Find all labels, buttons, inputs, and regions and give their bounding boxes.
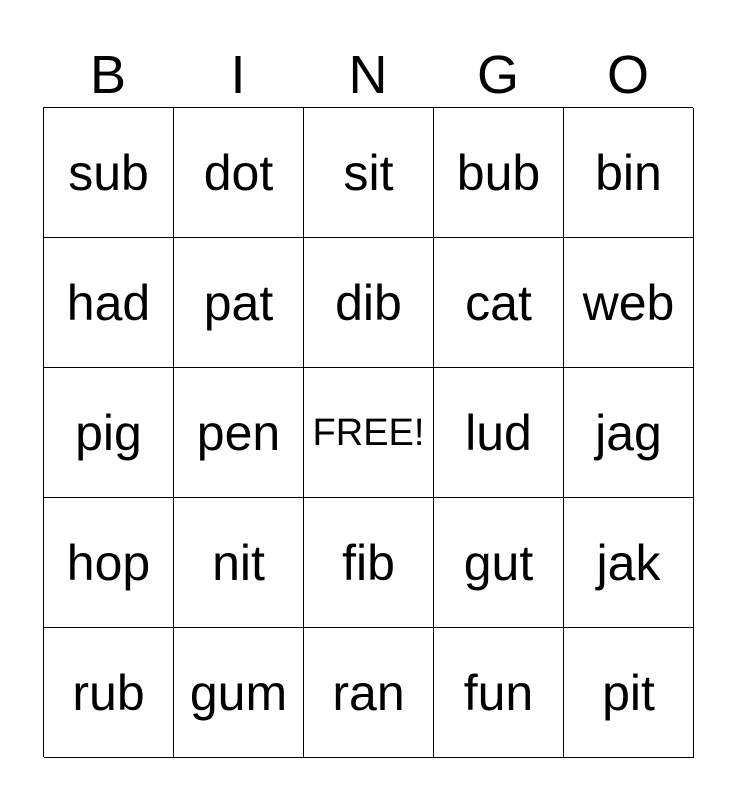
bingo-cell[interactable]: gut: [434, 498, 564, 628]
bingo-cell[interactable]: pen: [174, 368, 304, 498]
bingo-cell[interactable]: pig: [44, 368, 174, 498]
bingo-cell[interactable]: had: [44, 238, 174, 368]
header-letter-g: G: [476, 45, 519, 105]
bingo-cell[interactable]: rub: [44, 628, 174, 758]
bingo-cell[interactable]: dot: [174, 108, 304, 238]
bingo-board: [43, 107, 693, 757]
bingo-cell[interactable]: nit: [174, 498, 304, 628]
bingo-cell[interactable]: pit: [564, 628, 694, 758]
bingo-cell[interactable]: web: [564, 238, 694, 368]
header-letter-n: N: [348, 45, 388, 105]
bingo-cell[interactable]: hop: [44, 498, 174, 628]
header-letter-b: B: [89, 45, 127, 105]
bingo-cell[interactable]: cat: [434, 238, 564, 368]
bingo-cell[interactable]: gum: [174, 628, 304, 758]
bingo-cell[interactable]: lud: [434, 368, 564, 498]
bingo-cell[interactable]: fib: [304, 498, 434, 628]
bingo-cell[interactable]: bub: [434, 108, 564, 238]
bingo-cell[interactable]: sit: [304, 108, 434, 238]
bingo-cell[interactable]: ran: [304, 628, 434, 758]
free-space-cell[interactable]: FREE!: [304, 368, 434, 498]
bingo-cell[interactable]: jag: [564, 368, 694, 498]
header-letter-i: I: [230, 45, 246, 105]
bingo-cell[interactable]: fun: [434, 628, 564, 758]
bingo-cell[interactable]: dib: [304, 238, 434, 368]
bingo-cell[interactable]: jak: [564, 498, 694, 628]
bingo-cell[interactable]: pat: [174, 238, 304, 368]
bingo-cell[interactable]: sub: [44, 108, 174, 238]
bingo-cell[interactable]: bin: [564, 108, 694, 238]
header-letter-o: O: [606, 45, 649, 105]
bingo-header: [43, 44, 693, 106]
